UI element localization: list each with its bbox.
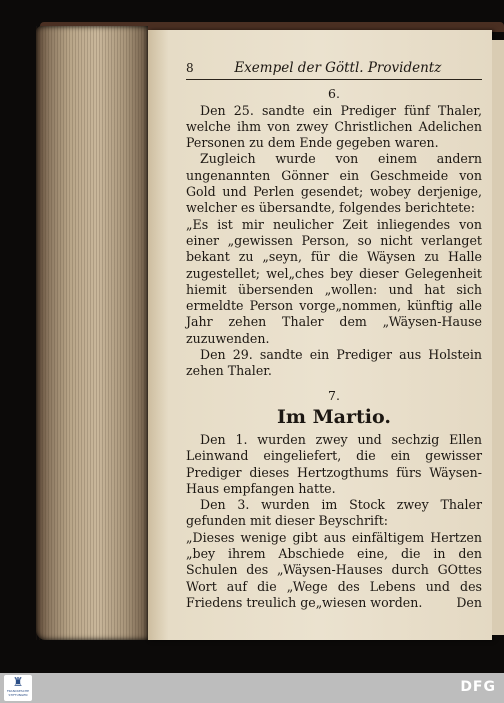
page-number: 8 xyxy=(186,61,194,75)
quoted-paragraph: „Es ist mir neulicher Zeit inliegendes von einer „gewissen Person, so nicht verlanget bekant zu „seyn, für die Wäysen zu Halle zugestellet; wel„ches bey dieser Gelegenheit hiemit übersenden „wollen: und hat sich ermeldte Person vorge„nommen, künftig alle Jahr zehen Thaler dem „Wäysen-Hause zuzuwenden. xyxy=(186,216,482,346)
dfg-logo[interactable]: DFG xyxy=(460,679,496,695)
quoted-paragraph: „Dieses wenige gibt aus einfältigem Hertzen „bey ihrem Abschiede eine, die in den Schulen des „Wäysen-Hauses durch GOttes Wort auf die „Wege des Lebens und des Friedens treulich ge„wiesen worden. xyxy=(186,529,482,610)
paragraph: Den 3. wurden im Stock zwey Thaler gefunden mit dieser Beyschrift: xyxy=(186,497,482,529)
next-page-edge xyxy=(492,40,504,635)
paragraph: Den 25. sandte ein Prediger fünf Thaler, welche ihm von zwey Christlichen Adelichen Personen zu dem Ende gegeben waren. xyxy=(186,102,482,151)
page-header xyxy=(186,60,482,80)
page-text xyxy=(186,60,482,612)
paragraph: Den 1. wurden zwey und sechzig Ellen Leinwand eingeliefert, die ein gewisser Prediger dieses Hertzogthums fürs Wäysen-Haus empfangen hatte. xyxy=(186,431,482,496)
viewer-footer xyxy=(0,673,504,703)
library-logo-text: FRANCKESCHE STIFTUNGEN xyxy=(6,689,30,697)
section-number: 7. xyxy=(328,387,340,403)
book-page-edges xyxy=(36,26,148,640)
section-number: 6. xyxy=(328,86,340,102)
library-logo[interactable] xyxy=(4,675,32,701)
paragraph: Zugleich wurde von einem andern ungenannten Gönner ein Geschmeide von Gold und Perlen gesendet; wobey derjenige, welcher es übersandte, folgendes berichtete: xyxy=(186,151,482,216)
catchword: Den xyxy=(456,595,482,611)
section-heading: Im Martio. xyxy=(277,405,391,428)
running-title: Exempel der Göttl. Providentz xyxy=(234,60,442,76)
paragraph: Den 29. sandte ein Prediger aus Holstein zehen Thaler. xyxy=(186,347,482,379)
library-crest-icon: ♜ xyxy=(12,675,24,689)
